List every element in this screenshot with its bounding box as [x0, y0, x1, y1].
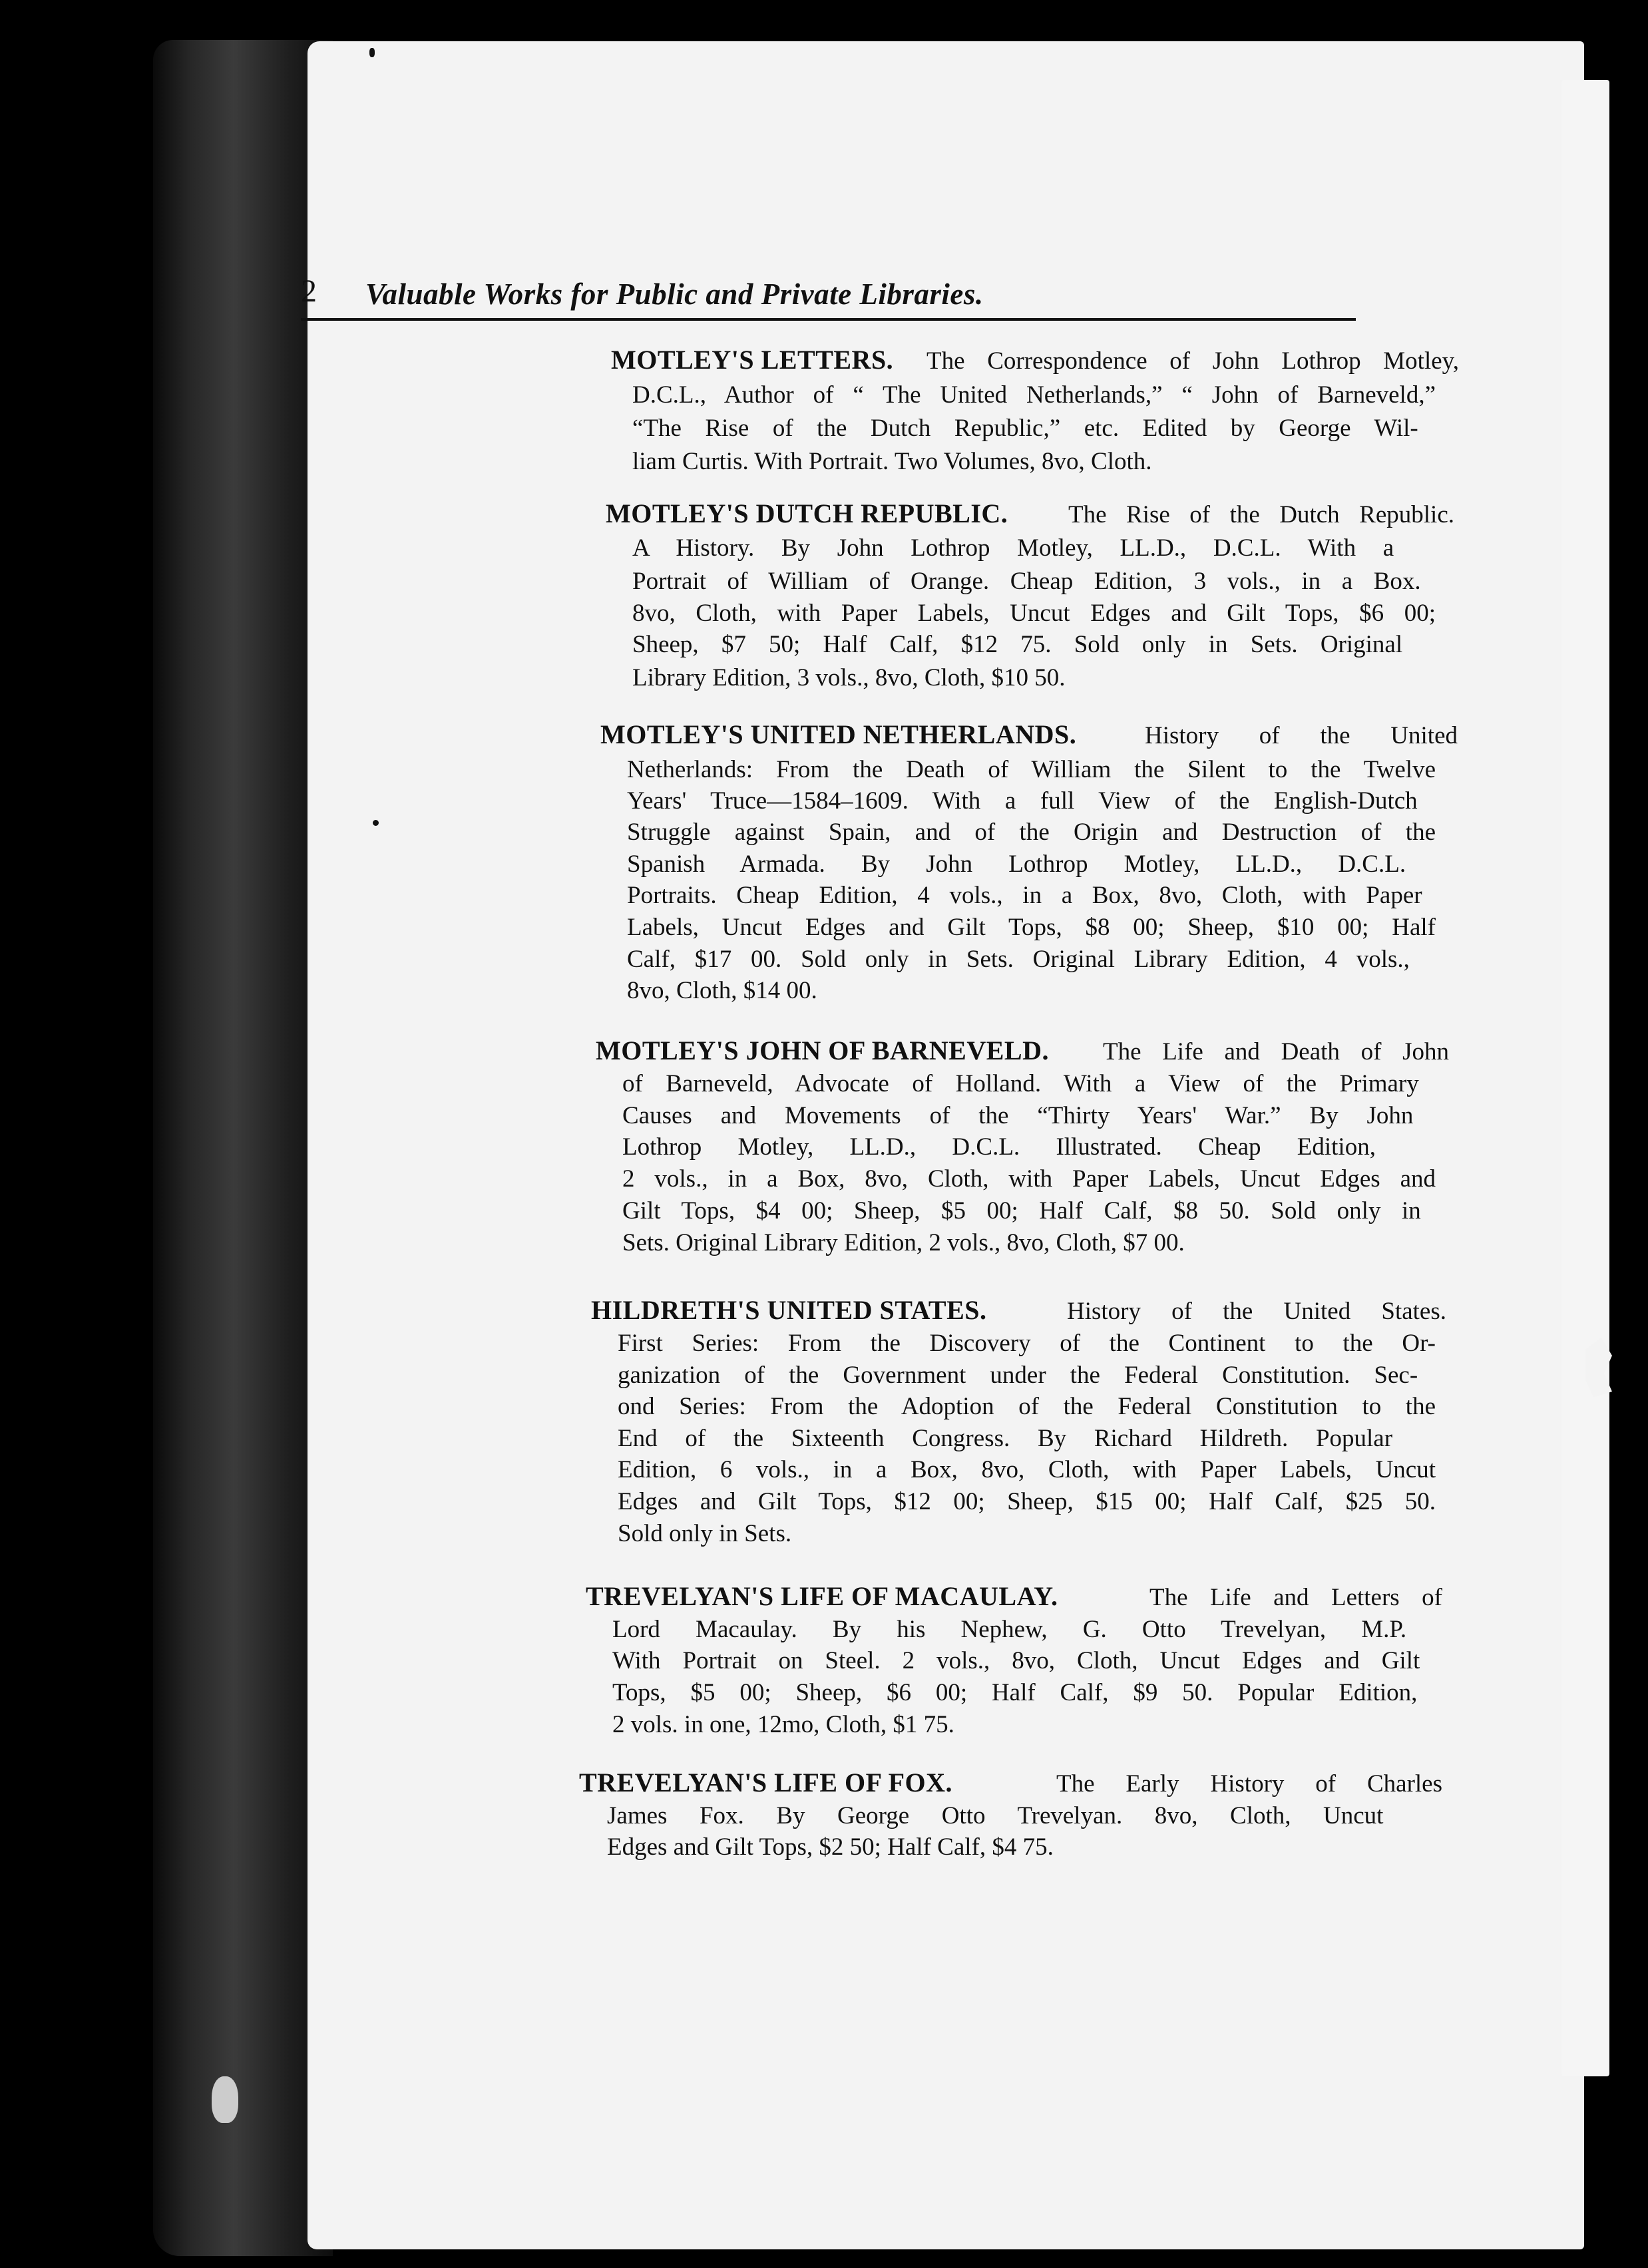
entry-description-line: 2 vols., in a Box, 8vo, Cloth, with Paper Labels, Uncut Edges and [622, 1165, 1436, 1193]
entry-description-line: 8vo, Cloth, with Paper Labels, Uncut Edges and Gilt Tops, $6 00; [632, 600, 1436, 627]
entry-description-line: Spanish Armada. By John Lothrop Motley, LL.D., D.C.L. [627, 850, 1406, 878]
entry-description-line: Netherlands: From the Death of William the Silent to the Twelve [627, 756, 1436, 783]
entry-first-line: The Rise of the Dutch Republic. [1068, 501, 1454, 528]
entry-description-line: Sheep, $7 50; Half Calf, $12 75. Sold only in Sets. Original [632, 631, 1403, 658]
entry-description-line: D.C.L., Author of “ The United Netherlands,” “ John of Barneveld,” [632, 381, 1436, 409]
entry-description-line: Tops, $5 00; Sheep, $6 00; Half Calf, $9 50. Popular Edition, [612, 1679, 1418, 1706]
entry-description-line: Edition, 6 vols., in a Box, 8vo, Cloth, with Paper Labels, Uncut [618, 1456, 1436, 1483]
entry-description-line: “The Rise of the Dutch Republic,” etc. Edited by George Wil- [632, 415, 1418, 442]
entry-title: TREVELYAN'S LIFE OF FOX. [579, 1768, 953, 1797]
entry-description-line: James Fox. By George Otto Trevelyan. 8vo, Cloth, Uncut [607, 1802, 1384, 1829]
entry-description-line: 2 vols. in one, 12mo, Cloth, $1 75. [612, 1711, 954, 1738]
entry-description-line: Sold only in Sets. [618, 1520, 792, 1547]
entry-title: MOTLEY'S DUTCH REPUBLIC. [606, 498, 1008, 528]
entry-description-line: Sets. Original Library Edition, 2 vols., 8vo, Cloth, $7 00. [622, 1229, 1185, 1256]
entry-description-line: With Portrait on Steel. 2 vols., 8vo, Cloth, Uncut Edges and Gilt [612, 1647, 1420, 1674]
entry-description-line: Lord Macaulay. By his Nephew, G. Otto Trevelyan, M.P. [612, 1616, 1407, 1643]
entry-description-line: Labels, Uncut Edges and Gilt Tops, $8 00; Sheep, $10 00; Half [627, 914, 1436, 941]
entry-description-line: Edges and Gilt Tops, $2 50; Half Calf, $4 75. [607, 1833, 1054, 1861]
entry-title: MOTLEY'S UNITED NETHERLANDS. [600, 719, 1077, 749]
entry-title: MOTLEY'S LETTERS. [611, 345, 894, 375]
entry-description-line: Causes and Movements of the “Thirty Years' War.” By John [622, 1102, 1414, 1129]
entry-first-line: The Correspondence of John Lothrop Motley, [927, 347, 1459, 375]
entry-description-line: First Series: From the Discovery of the Continent to the Or- [618, 1330, 1436, 1357]
entry-description-line: Gilt Tops, $4 00; Sheep, $5 00; Half Calf, $8 50. Sold only in [622, 1197, 1421, 1225]
entry-description-line: Portraits. Cheap Edition, 4 vols., in a Box, 8vo, Cloth, with Paper [627, 882, 1422, 909]
entry-description-line: Edges and Gilt Tops, $12 00; Sheep, $15 00; Half Calf, $25 50. [618, 1488, 1436, 1515]
running-title: Valuable Works for Public and Private Libraries. [365, 278, 984, 311]
entry-first-line: The Life and Letters of [1149, 1584, 1442, 1611]
entry-description-line: 8vo, Cloth, $14 00. [627, 977, 817, 1004]
entry-description-line: Struggle against Spain, and of the Origin and Destruction of the [627, 819, 1436, 846]
entry-description-line: liam Curtis. With Portrait. Two Volumes, 8vo, Cloth. [632, 448, 1152, 475]
entry-description-line: ganization of the Government under the Federal Constitution. Sec- [618, 1362, 1418, 1389]
entry-title: TREVELYAN'S LIFE OF MACAULAY. [586, 1581, 1058, 1611]
entry-description-line: Calf, $17 00. Sold only in Sets. Original Library Edition, 4 vols., [627, 946, 1410, 973]
entry-title: MOTLEY'S JOHN OF BARNEVELD. [596, 1036, 1049, 1065]
entry-description-line: End of the Sixteenth Congress. By Richard Hildreth. Popular [618, 1425, 1393, 1452]
page-number: 2 [301, 274, 317, 309]
entry-first-line: History of the United [1145, 722, 1458, 749]
entry-description-line: Lothrop Motley, LL.D., D.C.L. Illustrated. Cheap Edition, [622, 1133, 1376, 1161]
entry-description-line: A History. By John Lothrop Motley, LL.D., D.C.L. With a [632, 534, 1394, 562]
entry-first-line: The Early History of Charles [1056, 1770, 1442, 1797]
entry-title: HILDRETH'S UNITED STATES. [591, 1295, 987, 1325]
entry-first-line: The Life and Death of John [1103, 1038, 1449, 1065]
entry-description-line: of Barneveld, Advocate of Holland. With a View of the Primary [622, 1070, 1419, 1097]
entry-description-line: Library Edition, 3 vols., 8vo, Cloth, $10 50. [632, 664, 1066, 691]
entry-description-line: Portrait of William of Orange. Cheap Edition, 3 vols., in a Box. [632, 568, 1421, 595]
entry-description-line: ond Series: From the Adoption of the Federal Constitution to the [618, 1393, 1436, 1420]
entry-first-line: History of the United States. [1067, 1298, 1446, 1325]
entry-description-line: Years' Truce—1584–1609. With a full View of the English-Dutch [627, 787, 1418, 815]
